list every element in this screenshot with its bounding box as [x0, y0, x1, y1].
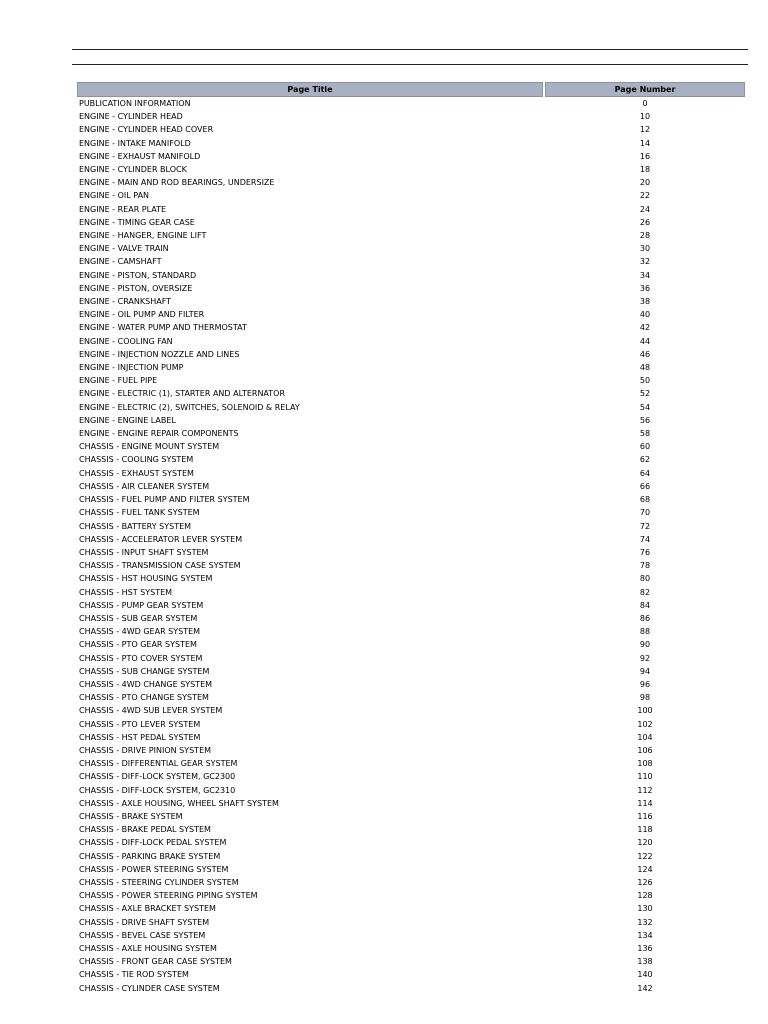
page-number-cell: 116: [637, 811, 653, 821]
page-title-cell: ENGINE - OIL PAN: [79, 191, 150, 201]
table-row: [77, 572, 745, 585]
page-title-cell: CHASSIS - PTO CHANGE SYSTEM: [79, 693, 209, 703]
table-row: [77, 295, 745, 308]
page-number-cell: 92: [639, 653, 651, 663]
page-title-cell: CHASSIS - COOLING SYSTEM: [79, 455, 194, 465]
page-title-cell: ENGINE - FUEL PIPE: [79, 376, 158, 386]
page-number-cell: 12: [639, 125, 651, 135]
table-row: [77, 123, 745, 136]
page-title-cell: ENGINE - PISTON, STANDARD: [79, 270, 197, 280]
table-row: [77, 955, 745, 968]
table-row: [77, 876, 745, 889]
table-row: [77, 493, 745, 506]
table-row: [77, 652, 745, 665]
table-header: [77, 82, 745, 97]
table-row: [77, 902, 745, 915]
page-number-cell: 0: [642, 99, 648, 108]
page-title-cell: CHASSIS - POWER STEERING PIPING SYSTEM: [79, 891, 258, 901]
page-number-cell: 110: [637, 772, 653, 782]
page-number-cell: 114: [637, 798, 653, 808]
page-title-cell: CHASSIS - AIR CLEANER SYSTEM: [79, 481, 210, 491]
table-of-contents: [75, 82, 747, 995]
page-number-cell: 18: [639, 165, 651, 175]
page-title-cell: ENGINE - PISTON, OVERSIZE: [79, 283, 193, 293]
page-number-cell: 10: [639, 112, 651, 122]
table-row: [77, 704, 745, 717]
table-row: [77, 414, 745, 427]
table-row: [77, 599, 745, 612]
page-title-cell: CHASSIS - PTO LEVER SYSTEM: [79, 719, 201, 729]
table-row: [77, 678, 745, 691]
page-number-cell: 50: [639, 376, 651, 386]
page-title-cell: CHASSIS - BRAKE PEDAL SYSTEM: [79, 825, 211, 835]
page-number-cell: 130: [637, 904, 653, 914]
page-number-cell: 34: [639, 270, 651, 280]
page-title-cell: CHASSIS - DRIVE SHAFT SYSTEM: [79, 917, 210, 927]
table-row: [77, 929, 745, 942]
page-number-cell: 102: [637, 719, 653, 729]
page-number-cell: 126: [637, 877, 653, 887]
page-number-cell: 104: [637, 732, 653, 742]
page-title-cell: CHASSIS - 4WD GEAR SYSTEM: [79, 627, 201, 637]
page-number-cell: 86: [639, 613, 651, 623]
page-number-cell: 76: [639, 547, 651, 557]
page-number-cell: 90: [639, 640, 651, 650]
page-title-cell: CHASSIS - BATTERY SYSTEM: [79, 521, 192, 531]
table-row: [77, 427, 745, 440]
table-row: [77, 810, 745, 823]
table-row: [77, 665, 745, 678]
table-header-row: [77, 82, 745, 97]
table-row: [77, 401, 745, 414]
page-number-cell: 46: [639, 349, 651, 359]
page-title-cell: CHASSIS - AXLE HOUSING SYSTEM: [79, 944, 217, 953]
page-title-cell: ENGINE - ENGINE REPAIR COMPONENTS: [79, 429, 239, 439]
page-title-cell: CHASSIS - HST HOUSING SYSTEM: [79, 574, 213, 584]
page-number-cell: 106: [637, 745, 653, 755]
page-number-cell: 38: [639, 297, 651, 307]
page-number-cell: 100: [637, 706, 653, 716]
header-rule-top: [72, 49, 748, 50]
page-title-cell: ENGINE - REAR PLATE: [79, 204, 167, 214]
page-title-cell: CHASSIS - BRAKE SYSTEM: [79, 811, 183, 821]
page-number-cell: 140: [637, 970, 653, 980]
page-number-cell: 20: [639, 178, 651, 188]
page-title-cell: CHASSIS - DIFF-LOCK SYSTEM, GC2300: [79, 772, 236, 782]
page-number-cell: 124: [637, 864, 653, 874]
table-row: [77, 387, 745, 400]
table-row: [77, 744, 745, 757]
page-title-cell: ENGINE - INTAKE MANIFOLD: [79, 138, 191, 148]
table-row: [77, 189, 745, 202]
page-title-cell: ENGINE - CAMSHAFT: [79, 257, 162, 267]
page-title-cell: CHASSIS - PUMP GEAR SYSTEM: [79, 600, 204, 610]
page-number-cell: 94: [639, 666, 651, 676]
table-row: [77, 916, 745, 929]
table-row: [77, 520, 745, 533]
page-number-cell: 96: [639, 679, 651, 689]
page-number-cell: 44: [639, 336, 651, 346]
column-header-page-title: Page Title: [77, 82, 543, 97]
table-row: [77, 203, 745, 216]
page-number-cell: 112: [637, 785, 653, 795]
table-row: [77, 374, 745, 387]
table-row: [77, 612, 745, 625]
page-number-cell: 74: [639, 534, 651, 544]
page-number-cell: 84: [639, 600, 651, 610]
table-row: [77, 335, 745, 348]
table-row: [77, 546, 745, 559]
page-title-cell: CHASSIS - FUEL PUMP AND FILTER SYSTEM: [79, 495, 250, 505]
page-title-cell: CHASSIS - STEERING CYLINDER SYSTEM: [79, 877, 239, 887]
page-number-cell: 68: [639, 495, 651, 505]
page-number-cell: 108: [637, 759, 653, 769]
table-row: [77, 269, 745, 282]
table-row: [77, 480, 745, 493]
page-number-cell: 118: [637, 825, 653, 835]
page-title-cell: CHASSIS - DRIVE PINION SYSTEM: [79, 745, 212, 755]
page-number-cell: 40: [639, 310, 651, 320]
table-row: [77, 216, 745, 229]
table-row: [77, 770, 745, 783]
page-title-cell: ENGINE - VALVE TRAIN: [79, 244, 169, 254]
page-number-cell: 58: [639, 429, 651, 439]
table-row: [77, 968, 745, 981]
page-title-cell: ENGINE - ELECTRIC (2), SWITCHES, SOLENOID & RELAY: [79, 402, 300, 412]
page-number-cell: 72: [639, 521, 651, 531]
page-number-cell: 98: [639, 693, 651, 703]
table-row: [77, 229, 745, 242]
page-number-cell: 24: [639, 204, 651, 214]
page-title-cell: ENGINE - EXHAUST MANIFOLD: [79, 151, 201, 161]
table-row: [77, 982, 745, 995]
page-title-cell: ENGINE - ENGINE LABEL: [79, 415, 176, 425]
page-number-cell: 64: [639, 468, 651, 478]
page-title-cell: CHASSIS - DIFFERENTIAL GEAR SYSTEM: [79, 759, 238, 769]
page-title-cell: CHASSIS - ENGINE MOUNT SYSTEM: [79, 442, 220, 452]
table-row: [77, 638, 745, 651]
page-number-cell: 48: [639, 363, 651, 373]
page-title-cell: ENGINE - INJECTION PUMP: [79, 363, 184, 373]
page-number-cell: 78: [639, 561, 651, 571]
table-row: [77, 176, 745, 189]
table-row: [77, 163, 745, 176]
page-title-cell: ENGINE - HANGER, ENGINE LIFT: [79, 231, 207, 241]
page-number-cell: 138: [637, 957, 653, 967]
page-title-cell: CHASSIS - POWER STEERING SYSTEM: [79, 864, 229, 874]
table-row: [77, 691, 745, 704]
page-number-cell: 16: [639, 151, 651, 161]
page-number-cell: 14: [639, 138, 651, 148]
page-title-cell: CHASSIS - EXHAUST SYSTEM: [79, 468, 194, 478]
table-row: [77, 467, 745, 480]
table-row: [77, 718, 745, 731]
table-row: [77, 361, 745, 374]
page-title-cell: CHASSIS - PARKING BRAKE SYSTEM: [79, 851, 221, 861]
page-number-cell: 54: [639, 402, 651, 412]
table-row: [77, 731, 745, 744]
table-row: [77, 255, 745, 268]
page-number-cell: 56: [639, 415, 651, 425]
page-title-cell: ENGINE - OIL PUMP AND FILTER: [79, 310, 205, 320]
page-title-cell: CHASSIS - ACCELERATOR LEVER SYSTEM: [79, 534, 243, 544]
page-title-cell: CHASSIS - HST SYSTEM: [79, 587, 173, 597]
table-row: [77, 586, 745, 599]
page-number-cell: 32: [639, 257, 651, 267]
table-row: [77, 506, 745, 519]
page-title-cell: CHASSIS - SUB CHANGE SYSTEM: [79, 666, 210, 676]
table-row: [77, 282, 745, 295]
page-title-cell: ENGINE - MAIN AND ROD BEARINGS, UNDERSIZE: [79, 178, 275, 188]
table-row: [77, 625, 745, 638]
page-number-cell: 36: [639, 283, 651, 293]
page-title-cell: ENGINE - COOLING FAN: [79, 336, 173, 346]
table-row: [77, 942, 745, 955]
page-title-cell: CHASSIS - PTO GEAR SYSTEM: [79, 640, 197, 650]
page-number-cell: 82: [639, 587, 651, 597]
header-rule-bottom: [72, 64, 748, 65]
page-title-cell: ENGINE - TIMING GEAR CASE: [79, 217, 195, 227]
page-title-cell: CHASSIS - PTO COVER SYSTEM: [79, 653, 203, 663]
page-title-cell: CHASSIS - INPUT SHAFT SYSTEM: [79, 547, 209, 557]
table-body: [77, 97, 745, 995]
page-title-cell: CHASSIS - TIE ROD SYSTEM: [79, 970, 189, 980]
page-number-cell: 26: [639, 217, 651, 227]
page-number-cell: 66: [639, 481, 651, 491]
page-number-cell: 88: [639, 627, 651, 637]
page-title-cell: CHASSIS - DIFF-LOCK SYSTEM, GC2310: [79, 785, 236, 795]
page-number-cell: 60: [639, 442, 651, 452]
page-title-cell: ENGINE - CRANKSHAFT: [79, 297, 172, 307]
table-row: [77, 533, 745, 546]
page-title-cell: CHASSIS - DIFF-LOCK PEDAL SYSTEM: [79, 838, 227, 848]
table-row: [77, 453, 745, 466]
table-row: [77, 850, 745, 863]
page-title-cell: CHASSIS - 4WD SUB LEVER SYSTEM: [79, 706, 223, 716]
table-row: [77, 823, 745, 836]
table-row: [77, 440, 745, 453]
page-number-cell: 22: [639, 191, 651, 201]
page-number-cell: 62: [639, 455, 651, 465]
table-row: [77, 321, 745, 334]
page-title-cell: CHASSIS - AXLE HOUSING, WHEEL SHAFT SYSTEM: [79, 798, 279, 808]
table-row: [77, 559, 745, 572]
page-number-cell: 120: [637, 838, 653, 848]
table-row: [77, 797, 745, 810]
page-number-cell: 122: [637, 851, 653, 861]
table-row: [77, 348, 745, 361]
page-title-cell: CHASSIS - SUB GEAR SYSTEM: [79, 613, 198, 623]
page-title-cell: CHASSIS - TRANSMISSION CASE SYSTEM: [79, 561, 241, 571]
page-title-cell: ENGINE - ELECTRIC (1), STARTER AND ALTERNATOR: [79, 389, 286, 399]
page-number-cell: 80: [639, 574, 651, 584]
page-number-cell: 52: [639, 389, 651, 399]
table-row: [77, 137, 745, 150]
page-title-cell: ENGINE - INJECTION NOZZLE AND LINES: [79, 349, 240, 359]
page-title-cell: CHASSIS - HST PEDAL SYSTEM: [79, 732, 201, 742]
page-title-cell: ENGINE - CYLINDER HEAD: [79, 112, 183, 122]
table-row: [77, 836, 745, 849]
table-row: [77, 784, 745, 797]
page-number-cell: 70: [639, 508, 651, 518]
page-number-cell: 42: [639, 323, 651, 333]
table-row: [77, 110, 745, 123]
page-number-cell: 132: [637, 917, 653, 927]
page-number-cell: 128: [637, 891, 653, 901]
page-title-cell: CHASSIS - FUEL TANK SYSTEM: [79, 508, 200, 518]
table-row: [77, 863, 745, 876]
page-title-cell: ENGINE - CYLINDER BLOCK: [79, 165, 187, 175]
table-row: [77, 308, 745, 321]
page-title-cell: CHASSIS - BEVEL CASE SYSTEM: [79, 930, 206, 940]
page-title-cell: CHASSIS - FRONT GEAR CASE SYSTEM: [79, 957, 232, 967]
page-number-cell: 134: [637, 930, 653, 940]
page-title-cell: CHASSIS - CYLINDER CASE SYSTEM: [79, 983, 220, 993]
page-number-cell: 28: [639, 231, 651, 241]
table-row: [77, 150, 745, 163]
table-row: [77, 242, 745, 255]
page-number-cell: 142: [637, 983, 653, 993]
page-title-cell: CHASSIS - 4WD CHANGE SYSTEM: [79, 679, 213, 689]
page-number-cell: 30: [639, 244, 651, 254]
page-number-cell: 136: [637, 944, 653, 953]
page-title-cell: PUBLICATION INFORMATION: [79, 99, 191, 108]
column-header-page-number: Page Number: [545, 82, 745, 97]
page-title-cell: CHASSIS - AXLE BRACKET SYSTEM: [79, 904, 216, 914]
table-row: [77, 757, 745, 770]
table-row: [77, 889, 745, 902]
table-row: [77, 97, 745, 110]
page-title-cell: ENGINE - CYLINDER HEAD COVER: [79, 125, 214, 135]
page-title-cell: ENGINE - WATER PUMP AND THERMOSTAT: [79, 323, 247, 333]
